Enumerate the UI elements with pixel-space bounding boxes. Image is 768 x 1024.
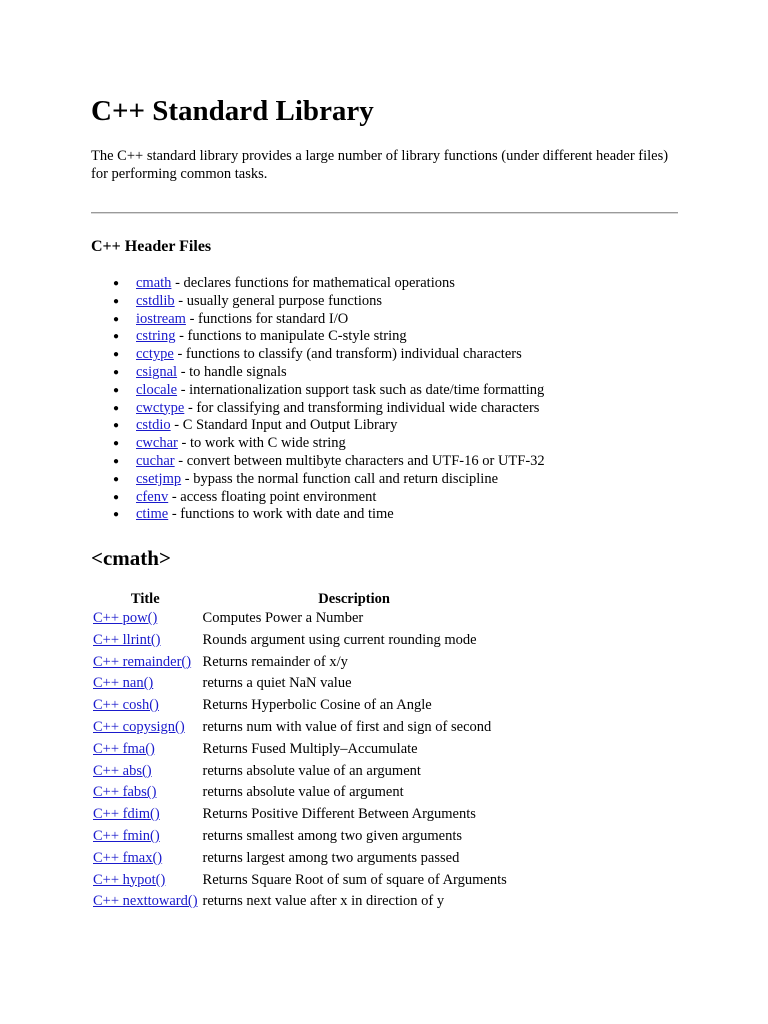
function-link[interactable]: C++ fma() [93,740,155,757]
function-title-cell [91,870,200,892]
header-description: - functions to work with date and time [168,506,394,523]
header-description: - to work with C wide string [177,435,346,452]
table-header-row [91,590,509,608]
function-link[interactable]: C++ abs() [93,762,152,779]
header-link-cuchar[interactable]: cuchar [136,452,175,469]
header-link-cstring[interactable]: cstring [136,328,176,345]
function-link[interactable]: C++ cosh() [93,697,159,714]
header-link-cstdio[interactable]: cstdio [136,417,171,434]
table-row [91,804,509,826]
function-link[interactable]: C++ fmax() [93,849,163,866]
function-description-cell: returns next value after x in direction of y [202,893,445,910]
bullet-icon: ● [113,384,120,396]
function-description-cell: Returns Square Root of sum of square of Arguments [202,871,507,888]
list-item [91,275,545,293]
function-link[interactable]: C++ fabs() [93,784,157,801]
header-description: - bypass the normal function call and return discipline [181,470,499,487]
list-item [91,400,545,418]
table-row [91,673,509,695]
column-header-title: Title [130,591,160,607]
header-description: - C Standard Input and Output Library [170,417,398,434]
list-item [91,364,545,382]
bullet-icon: ● [113,366,120,378]
header-link-cfenv[interactable]: cfenv [136,488,169,505]
bullet-icon: ● [113,295,120,307]
page-title: C++ Standard Library [91,95,374,127]
table-row [91,761,509,783]
function-description-cell: Returns Fused Multiply–Accumulate [202,740,418,757]
header-link-csignal[interactable]: csignal [136,363,178,380]
header-description: - for classifying and transforming individual wide characters [184,399,540,416]
bullet-icon: ● [113,331,120,343]
table-row [91,870,509,892]
function-title-cell [91,891,200,913]
function-link[interactable]: C++ nan() [93,675,154,692]
bullet-icon: ● [113,420,120,432]
header-link-csetjmp[interactable]: csetjmp [136,470,182,487]
header-link-cctype[interactable]: cctype [136,346,174,363]
header-files-list [91,275,545,524]
header-link-iostream[interactable]: iostream [136,310,186,327]
header-description: - usually general purpose functions [174,292,383,309]
bullet-icon: ● [113,509,120,521]
bullet-icon: ● [113,455,120,467]
header-link-cwctype[interactable]: cwctype [136,399,185,416]
table-row [91,739,509,761]
function-link[interactable]: C++ nexttoward() [93,893,198,910]
table-row [91,652,509,674]
list-item [91,311,545,329]
bullet-icon: ● [113,491,120,503]
function-title-cell [91,804,200,826]
function-description-cell: returns smallest among two given arguments [202,827,463,844]
function-description-cell: returns num with value of first and sign of second [202,718,492,735]
function-description-cell: returns largest among two arguments passed [202,849,460,866]
function-link[interactable]: C++ fmin() [93,827,160,844]
table-row [91,695,509,717]
header-link-cmath[interactable]: cmath [136,275,172,291]
header-link-cwchar[interactable]: cwchar [136,435,178,452]
bullet-icon: ● [113,402,120,414]
function-link[interactable]: C++ copysign() [93,718,185,735]
function-title-cell [91,848,200,870]
table-row [91,608,509,630]
function-title-cell [91,608,200,630]
function-link[interactable]: C++ pow() [93,610,158,626]
function-title-cell [91,826,200,848]
function-description-cell: Returns Positive Different Between Arguments [202,806,476,823]
list-item [91,471,545,489]
function-link[interactable]: C++ hypot() [93,871,166,888]
bullet-icon: ● [113,473,120,485]
intro-paragraph: The C++ standard library provides a large number of library functions (under different header files) for performing common tasks. [91,148,669,182]
function-link[interactable]: C++ remainder() [93,653,192,670]
table-row [91,717,509,739]
function-title-cell [91,717,200,739]
function-title-cell [91,761,200,783]
header-description: - functions to classify (and transform) individual characters [173,346,522,363]
function-link[interactable]: C++ fdim() [93,806,160,823]
list-item [91,506,545,524]
list-item [91,435,545,453]
function-description-cell: Returns Hyperbolic Cosine of an Angle [202,697,432,714]
bullet-icon: ● [113,438,120,450]
function-title-cell [91,652,200,674]
header-files-heading: C++ Header Files [91,238,212,255]
header-link-ctime[interactable]: ctime [136,506,169,523]
list-item [91,453,545,471]
function-description-cell: returns absolute value of argument [202,784,404,801]
function-title-cell [91,630,200,652]
function-title-cell [91,673,200,695]
table-row [91,891,509,913]
function-description-cell: Returns remainder of x/y [202,653,348,670]
header-description: - internationalization support task such as date/time formatting [177,381,545,398]
list-item [91,328,545,346]
bullet-icon: ● [113,349,120,361]
list-item [91,346,545,364]
table-row [91,848,509,870]
cmath-heading: <cmath> [91,546,171,570]
table-row [91,630,509,652]
list-item [91,489,545,507]
header-link-cstdlib[interactable]: cstdlib [136,292,175,309]
function-link[interactable]: C++ llrint() [93,631,161,648]
function-title-cell [91,695,200,717]
table-row [91,782,509,804]
function-title-cell [91,782,200,804]
header-description: - to handle signals [177,363,287,380]
header-description: - declares functions for mathematical operations [171,275,455,291]
header-description: - functions for standard I/O [185,310,349,327]
list-item [91,417,545,435]
header-description: - access floating point environment [168,488,377,505]
function-description-cell: returns a quiet NaN value [202,675,352,692]
column-header-description: Description [318,591,390,607]
function-description-cell: Rounds argument using current rounding mode [202,631,477,648]
header-description: - convert between multibyte characters and UTF-16 or UTF-32 [174,452,545,469]
header-description: - functions to manipulate C-style string [175,328,407,345]
cmath-function-table [91,590,509,913]
bullet-icon: ● [113,313,120,325]
function-title-cell [91,739,200,761]
function-description-cell: Computes Power a Number [202,610,364,626]
function-description-cell: returns absolute value of an argument [202,762,421,779]
list-item [91,293,545,311]
horizontal-divider [91,212,678,214]
list-item [91,382,545,400]
header-link-clocale[interactable]: clocale [136,381,178,398]
table-row [91,826,509,848]
bullet-icon: ● [113,278,120,289]
